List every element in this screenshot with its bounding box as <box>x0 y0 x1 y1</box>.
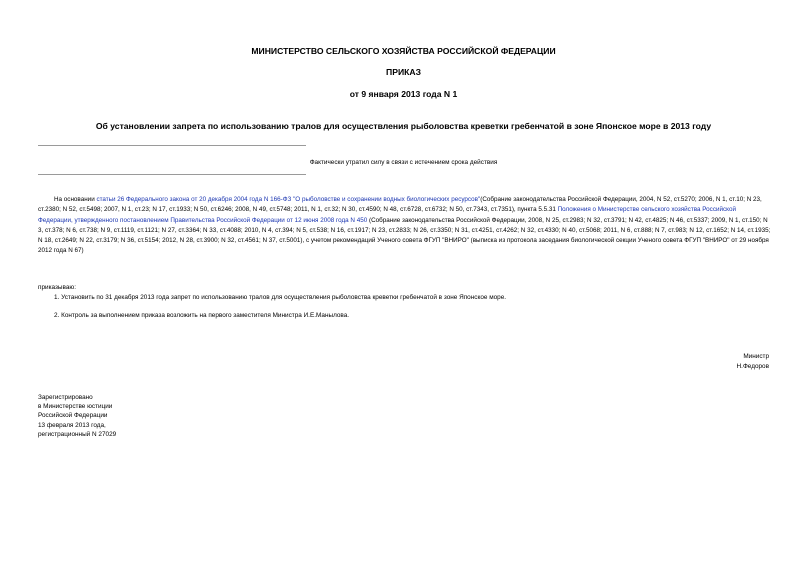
date-number-heading: от 9 января 2013 года N 1 <box>349 89 458 99</box>
basis-paragraph <box>38 195 772 257</box>
ministry-heading: МИНИСТЕРСТВО СЕЛЬСКОГО ХОЗЯЙСТВА РОССИЙСКОЙ ФЕДЕРАЦИИ <box>251 46 556 56</box>
registration-line: Российской Федерации <box>38 412 108 420</box>
basis-text-1: На основании <box>54 196 97 203</box>
basis-text-3: (Собрание законодательства Российской Федерации, 2008, N 25, ст.2983; N 32, ст.3791; N 42, ст.4825; N 46, ст.5337; 2009, N 1, ст.150; N 3, ст.378; N 6, ст.738; N 9, ст.1119, ст.1121; N 27, ст.3364; N 33, ст.4088; 2010, N 4, ст.394; N 5, ст.538; N 16, ст.1917; N 23, ст.2833; N 26, ст.3350; N 31, ст.4251, ст.4262; N 32, ст.4330; N 40, ст.5068; 2011, N 6, ст.888; N 7, ст.983; N 12, ст.1652; N 14, ст.1935; N 18, ст.2649; N 22, ст.3179; N 36, ст.5154; 2012, N 28, ст.3900; N 32, ст.4561; N 37, ст.5001), с учетом рекомендаций Ученого совета ФГУП "ВНИРО" (выписка из протокола заседания биологической секции Ученого совета ФГУП "ВНИРО" от 29 ноября 2012 года N 67) <box>38 216 771 255</box>
document-title: Об установлении запрета по использованию тралов для осуществления рыболовства креветки гребенчатой в зоне Японское море в 2013 году <box>95 121 712 131</box>
order-item-1: 1. Установить по 31 декабря 2013 года запрет по использованию тралов для осуществления рыболовства креветки гребенчатой в зоне Японское море. <box>54 294 507 301</box>
signature-block <box>737 352 769 372</box>
order-item-2: 2. Контроль за выполнением приказа возложить на первого заместителя Министра И.Е.Манылова. <box>54 312 350 319</box>
registration-block <box>38 393 116 439</box>
law-article-link[interactable]: статьи 26 Федерального закона от 20 декабря 2004 года N 166-ФЗ "О рыболовстве и сохранении водных биологических ресурсов" <box>96 196 481 203</box>
status-note: Фактически утратил силу в связи с истечением срока действия <box>309 159 498 166</box>
divider-top <box>38 145 306 146</box>
registration-line: 13 февраля 2013 года, <box>38 421 106 429</box>
registration-line: Зарегистрировано <box>38 394 93 401</box>
basis-text-2: (Собрание законодательства Российской Федерации, 2004, N 52, ст.5270; 2006, N 1, ст.10; N 23, ст.2380; N 52, ст.5498; 2007, N 1, ст.23; N 17, ст.1933; N 50, ст.6246; 2008, N 49, ст.5748; 2011, N 1, ст.32; N 30, ст.4590; N 48, ст.6728, ст.6732; N 50, ст.7343, ст.7351), пункта 5.5.31 <box>38 196 762 214</box>
registration-line: регистрационный N 27029 <box>38 430 117 438</box>
signature-name: Н.Федоров <box>736 363 769 370</box>
registration-line: в Министерстве юстиции <box>38 403 113 411</box>
divider-bottom <box>38 174 306 175</box>
signature-position: Министр <box>743 353 769 360</box>
order-word: приказываю: <box>38 284 76 291</box>
doc-type-heading: ПРИКАЗ <box>386 67 421 77</box>
ministry-regulation-link[interactable]: Положения о Министерстве сельского хозяйства Российской Федерации, утвержденного постановлением Правительства Российской Федерации от 12 июня 2008 года N 450 <box>38 206 736 224</box>
